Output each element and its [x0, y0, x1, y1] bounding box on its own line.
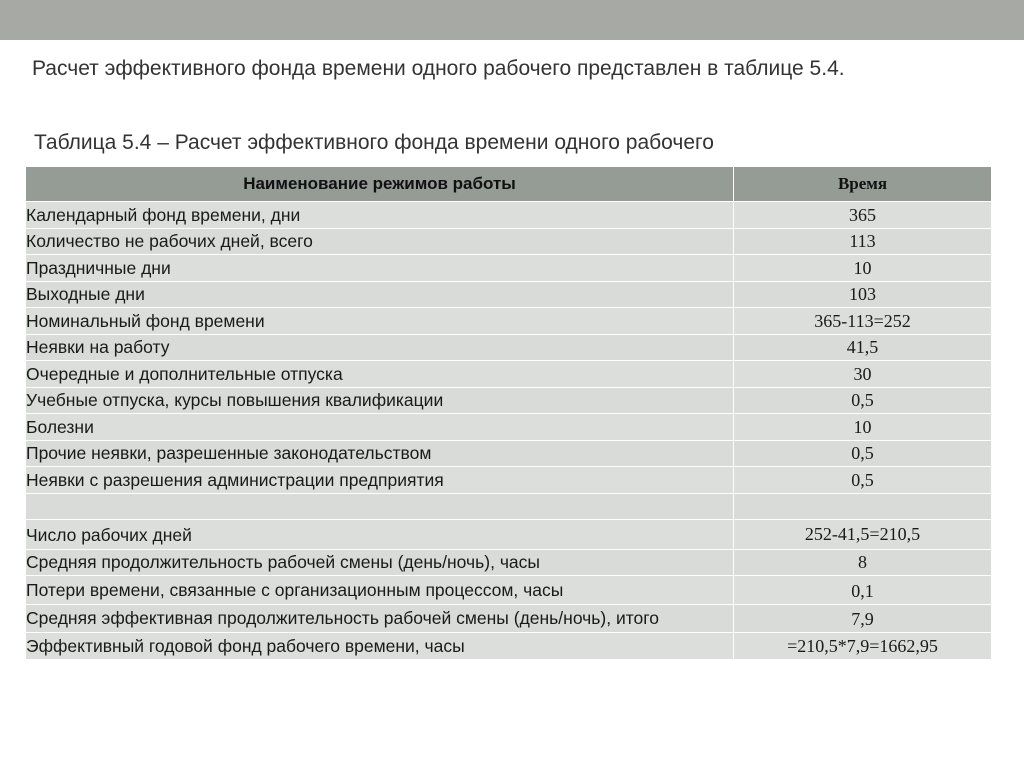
table-row — [26, 604, 992, 633]
work-time-table — [25, 166, 992, 660]
table-row — [26, 520, 992, 550]
row-name: Неявки на работу — [26, 334, 734, 361]
table-row — [26, 228, 992, 255]
row-value — [734, 493, 992, 520]
row-name: Учебные отпуска, курсы повышения квалификации — [26, 387, 734, 414]
header-time: Время — [734, 167, 992, 202]
table-row-empty — [26, 493, 992, 520]
table-row — [26, 281, 992, 308]
row-value: 0,5 — [734, 440, 992, 467]
row-name — [26, 493, 734, 520]
top-bar — [0, 0, 1024, 40]
row-value: 365 — [734, 202, 992, 229]
row-value: 41,5 — [734, 334, 992, 361]
table-row — [26, 334, 992, 361]
table-row — [26, 255, 992, 282]
row-value: 8 — [734, 549, 992, 576]
row-value: 103 — [734, 281, 992, 308]
header-mode-name: Наименование режимов работы — [26, 167, 734, 202]
table-row — [26, 414, 992, 441]
table-row — [26, 549, 992, 576]
row-value: 0,5 — [734, 387, 992, 414]
row-name: Количество не рабочих дней, всего — [26, 228, 734, 255]
row-name: Средняя эффективная продолжительность рабочей смены (день/ночь), итого — [26, 604, 734, 633]
row-name: Эффективный годовой фонд рабочего времени, часы — [26, 633, 734, 660]
row-value: 10 — [734, 255, 992, 282]
row-value: 252-41,5=210,5 — [734, 520, 992, 550]
row-value: 113 — [734, 228, 992, 255]
table-row — [26, 387, 992, 414]
table-row — [26, 576, 992, 605]
row-name: Праздничные дни — [26, 255, 734, 282]
row-value: 10 — [734, 414, 992, 441]
row-name: Календарный фонд времени, дни — [26, 202, 734, 229]
row-value: 365-113=252 — [734, 308, 992, 335]
table-caption: Таблица 5.4 – Расчет эффективного фонда времени одного рабочего — [34, 131, 714, 154]
row-name: Болезни — [26, 414, 734, 441]
row-name: Номинальный фонд времени — [26, 308, 734, 335]
row-name: Очередные и дополнительные отпуска — [26, 361, 734, 388]
row-name: Выходные дни — [26, 281, 734, 308]
table-row — [26, 308, 992, 335]
row-value: =210,5*7,9=1662,95 — [734, 633, 992, 660]
row-value: 7,9 — [734, 604, 992, 633]
table-row — [26, 440, 992, 467]
row-name: Прочие неявки, разрешенные законодательством — [26, 440, 734, 467]
intro-text: Расчет эффективного фонда времени одного рабочего представлен в таблице 5.4. — [32, 57, 845, 80]
table-row — [26, 361, 992, 388]
table-header-row — [26, 167, 992, 202]
row-name: Потери времени, связанные с организационным процессом, часы — [26, 576, 734, 605]
row-value: 30 — [734, 361, 992, 388]
row-value: 0,1 — [734, 576, 992, 605]
table-row — [26, 633, 992, 660]
table-row — [26, 467, 992, 494]
row-name: Число рабочих дней — [26, 520, 734, 550]
row-name: Средняя продолжительность рабочей смены (день/ночь), часы — [26, 549, 734, 576]
table-row — [26, 202, 992, 229]
row-value: 0,5 — [734, 467, 992, 494]
row-name: Неявки с разрешения администрации предприятия — [26, 467, 734, 494]
